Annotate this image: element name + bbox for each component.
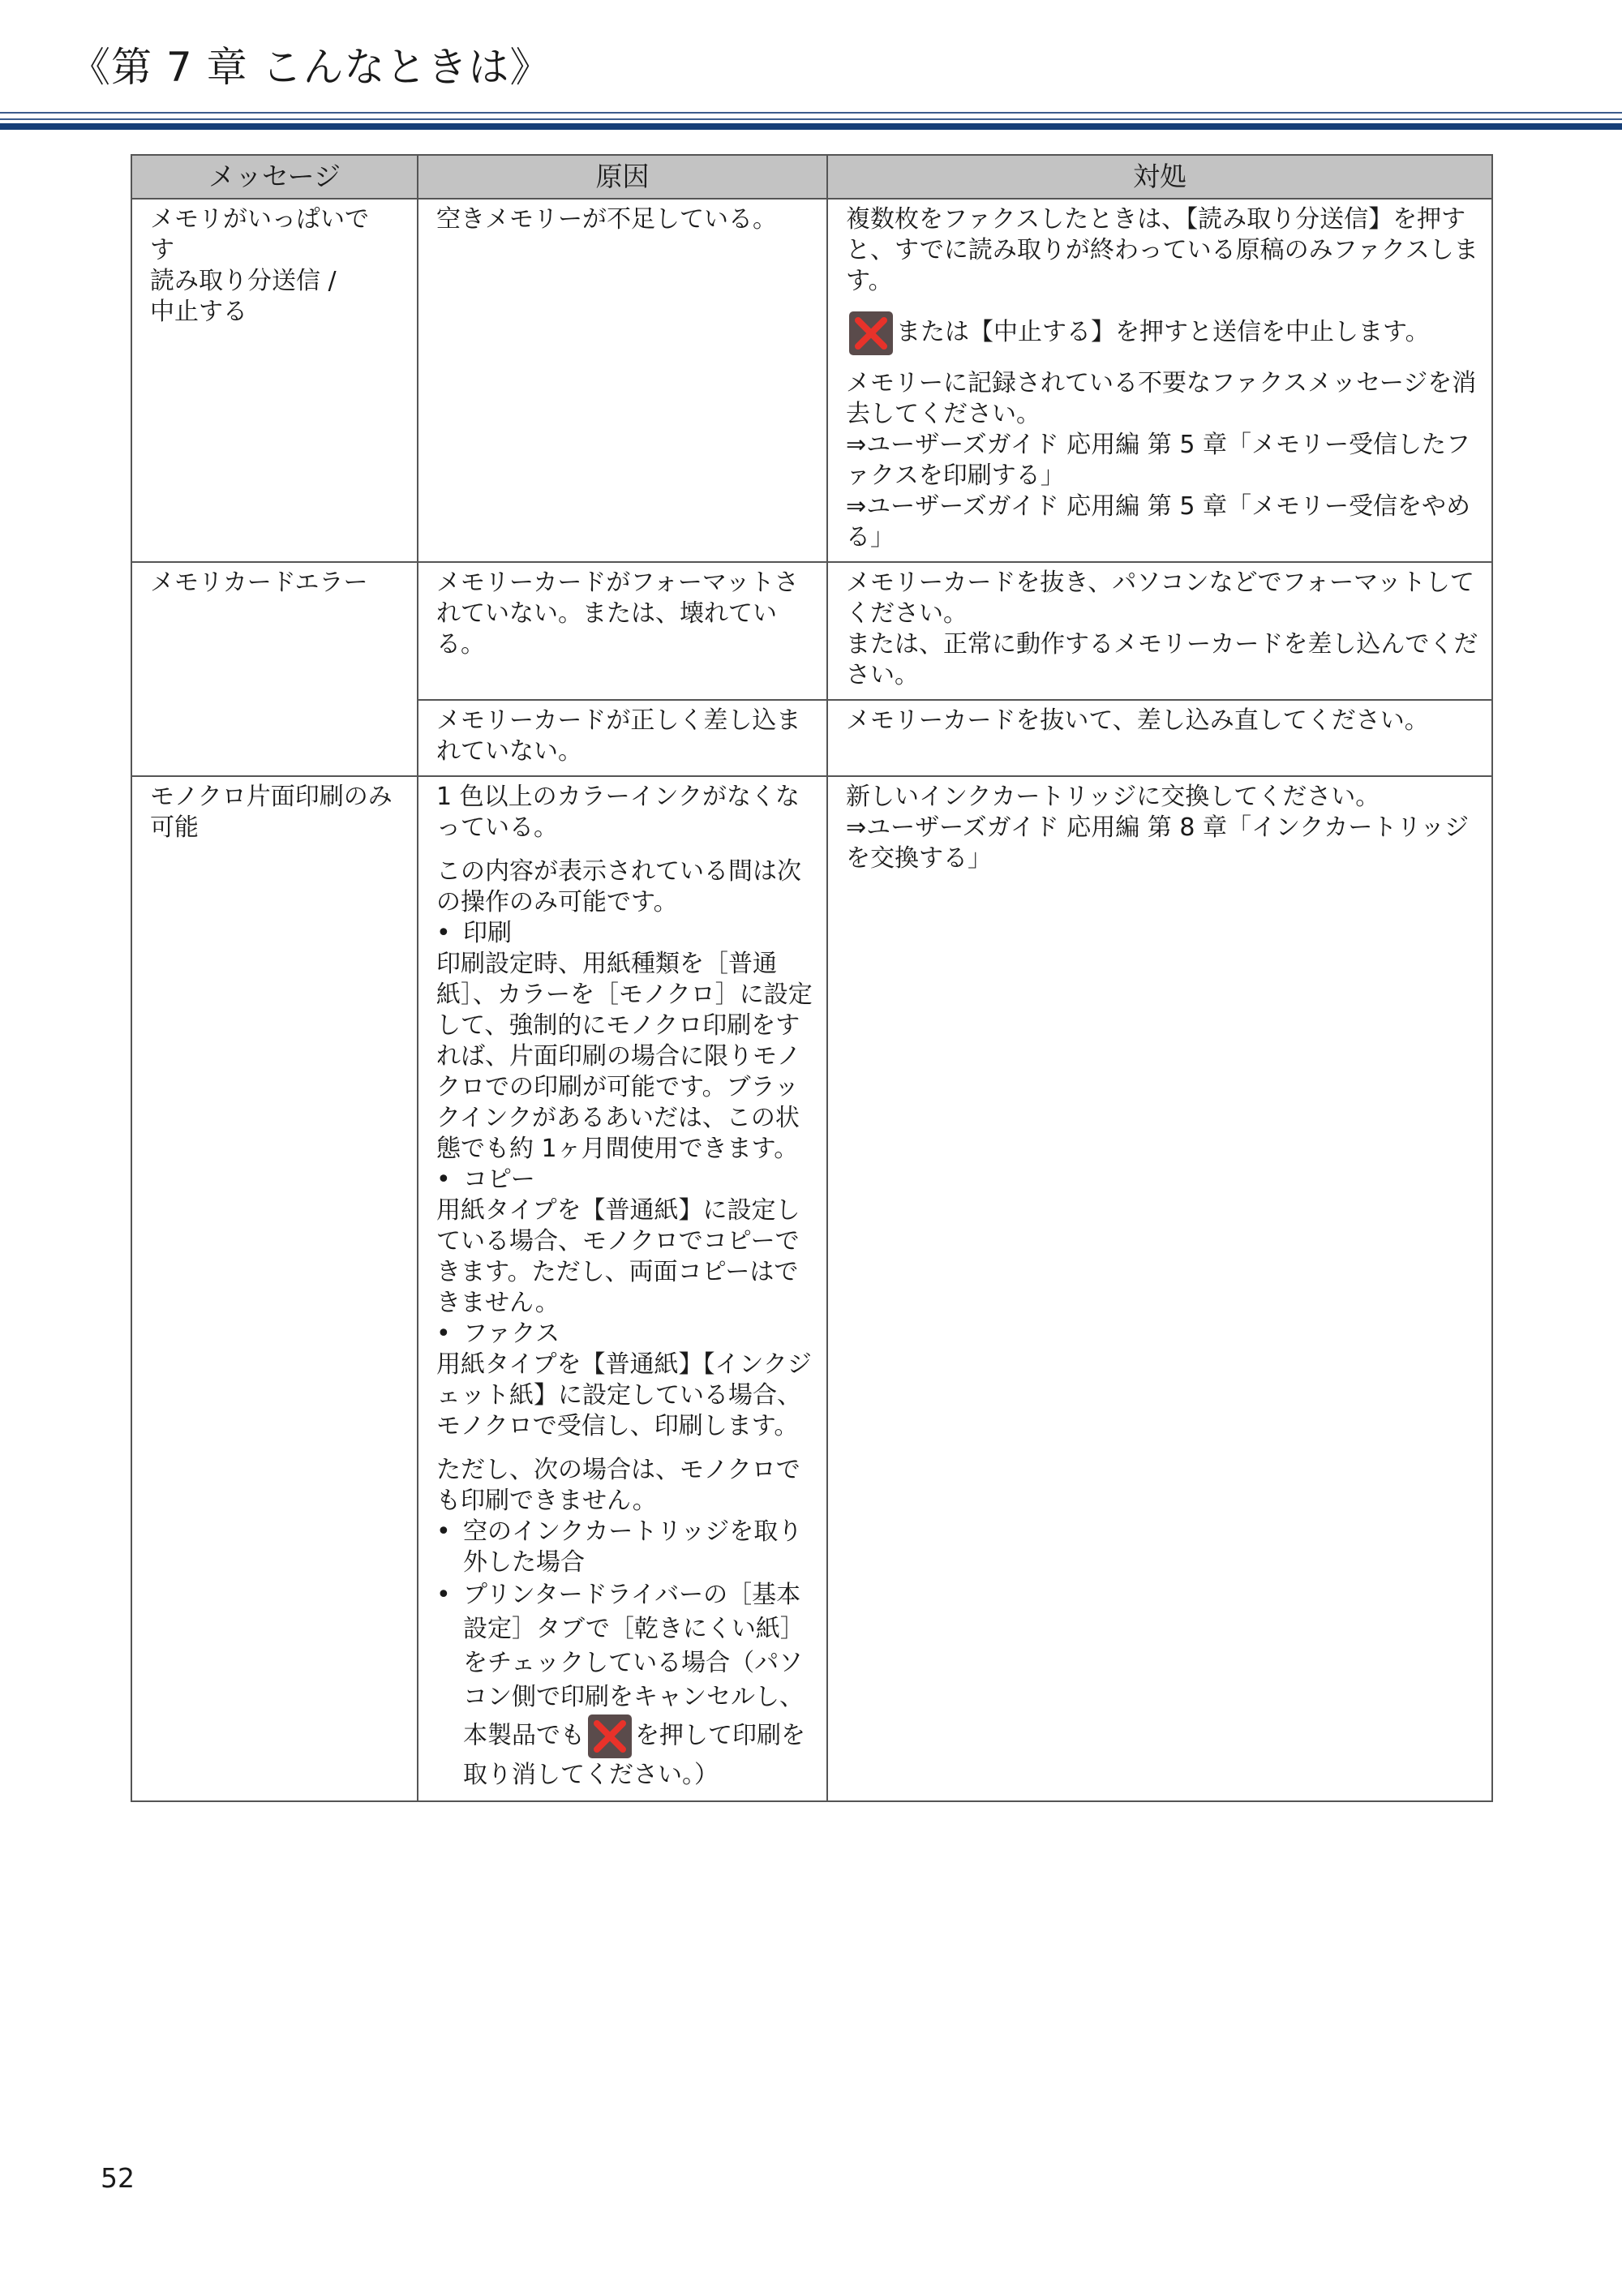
bullet-text: プリンタードライバーの［基本設定］タブで［乾きにくい紙］をチェックしている場合（パソコン側で印刷をキャンセルし、本製品でも: [463, 1581, 805, 1750]
remedy-text: 複数枚をファクスしたときは、【読み取り分送信】を押すと、すでに読み取りが終わっている原稿のみファクスします。: [846, 205, 1478, 295]
remedy-text: または、正常に動作するメモリーカードを差し込んでください。: [846, 630, 1478, 689]
header-message: メッセージ: [131, 155, 418, 199]
table-header-row: [131, 155, 1492, 199]
bullet-item: [436, 1517, 813, 1578]
cause-cell: [418, 776, 827, 1801]
remedy-cell: [827, 199, 1492, 562]
header-cause: 原因: [418, 155, 827, 199]
bullet-item: [436, 1319, 813, 1350]
cause-text: この内容が表示されている間は次の操作のみ可能です。: [436, 857, 801, 916]
cross-reference: ⇒ユーザーズガイド 応用編 第 5 章「メモリー受信したファクスを印刷する」: [846, 431, 1470, 490]
page-number: 52: [101, 2162, 135, 2194]
message-text: モノクロ片面印刷のみ可能: [150, 783, 393, 842]
table-row-memory-full: [131, 199, 1492, 562]
header-rule-thin: [0, 112, 1622, 114]
error-message-table: [131, 154, 1493, 1802]
bullet-title: ファクス: [463, 1320, 560, 1348]
cause-cell: [418, 562, 827, 700]
stop-x-icon: [588, 1714, 632, 1758]
cause-cell: [418, 199, 827, 562]
chapter-title: 《第 7 章 こんなときは》: [70, 44, 551, 91]
bullet-body: 用紙タイプを【普通紙】【インクジェット紙】に設定している場合、モノクロで受信し、印刷します。: [436, 1350, 812, 1440]
bullet-text: 空のインクカートリッジを取り外した場合: [463, 1517, 803, 1577]
cause-text: ただし、次の場合は、モノクロでも印刷できません。: [436, 1456, 800, 1515]
bullet-text: を押して印刷を取り消してください。）: [463, 1721, 805, 1789]
bullet-body: 印刷設定時、用紙種類を［普通紙］、カラーを［モノクロ］に設定して、強制的にモノクロ印刷をすれば、片面印刷の場合に限りモノクロでの印刷が可能です。ブラックインクがあるあいだは、この状態でも約 1ヶ月間使用できます。: [436, 950, 813, 1163]
table-row-memory-card-error: [131, 562, 1492, 700]
remedy-cell: [827, 700, 1492, 776]
cause-text: 空きメモリーが不足している。: [436, 205, 777, 234]
bullet-item: [436, 1165, 813, 1195]
remedy-text: または【中止する】を押すと送信を中止します。: [896, 318, 1430, 346]
bullet-dot: •: [436, 1320, 451, 1348]
bullet-body: 用紙タイプを【普通紙】に設定している場合、モノクロでコピーできます。ただし、両面コピーはできません。: [436, 1196, 800, 1317]
message-text: メモリカードエラー: [150, 569, 368, 597]
bullet-item: [436, 1578, 813, 1792]
remedy-text: メモリーカードを抜き、パソコンなどでフォーマットしてください。: [846, 569, 1474, 628]
header-rule-thin: [0, 118, 1622, 120]
header-remedy: 対処: [827, 155, 1492, 199]
message-line: 中止する: [150, 298, 247, 326]
message-cell: [131, 562, 418, 776]
remedy-cell: [827, 562, 1492, 700]
table-row-mono-simplex: [131, 776, 1492, 1801]
cause-text: メモリーカードが正しく差し込まれていない。: [436, 706, 801, 766]
remedy-stop-line: [846, 310, 1478, 355]
cause-text: 1 色以上のカラーインクがなくなっている。: [436, 783, 800, 842]
remedy-text: メモリーカードを抜いて、差し込み直してください。: [846, 706, 1429, 735]
remedy-text: メモリーに記録されている不要なファクスメッセージを消去してください。: [846, 369, 1477, 428]
message-cell: [131, 776, 418, 1801]
bullet-dot: •: [436, 1165, 451, 1194]
remedy-cell: [827, 776, 1492, 1801]
cause-cell: [418, 700, 827, 776]
message-line: す: [150, 236, 174, 264]
message-cell: [131, 199, 418, 562]
cause-text: メモリーカードがフォーマットされていない。または、壊れている。: [436, 569, 799, 659]
cross-reference: ⇒ユーザーズガイド 応用編 第 5 章「メモリー受信をやめる」: [846, 492, 1470, 551]
cross-reference: ⇒ユーザーズガイド 応用編 第 8 章「インクカートリッジを交換する」: [846, 813, 1470, 873]
remedy-text: 新しいインクカートリッジに交換してください。: [846, 783, 1380, 811]
message-line: 読み取り分送信 /: [150, 267, 337, 295]
bullet-title: 印刷: [463, 919, 512, 947]
bullet-item: [436, 918, 813, 949]
stop-x-icon: [849, 311, 893, 355]
bullet-title: コピー: [463, 1165, 535, 1194]
header-rule-thick: [0, 123, 1622, 130]
bullet-dot: •: [436, 1517, 451, 1546]
bullet-dot: •: [436, 919, 451, 947]
bullet-dot: •: [436, 1581, 451, 1609]
message-line: メモリがいっぱいで: [150, 205, 369, 234]
